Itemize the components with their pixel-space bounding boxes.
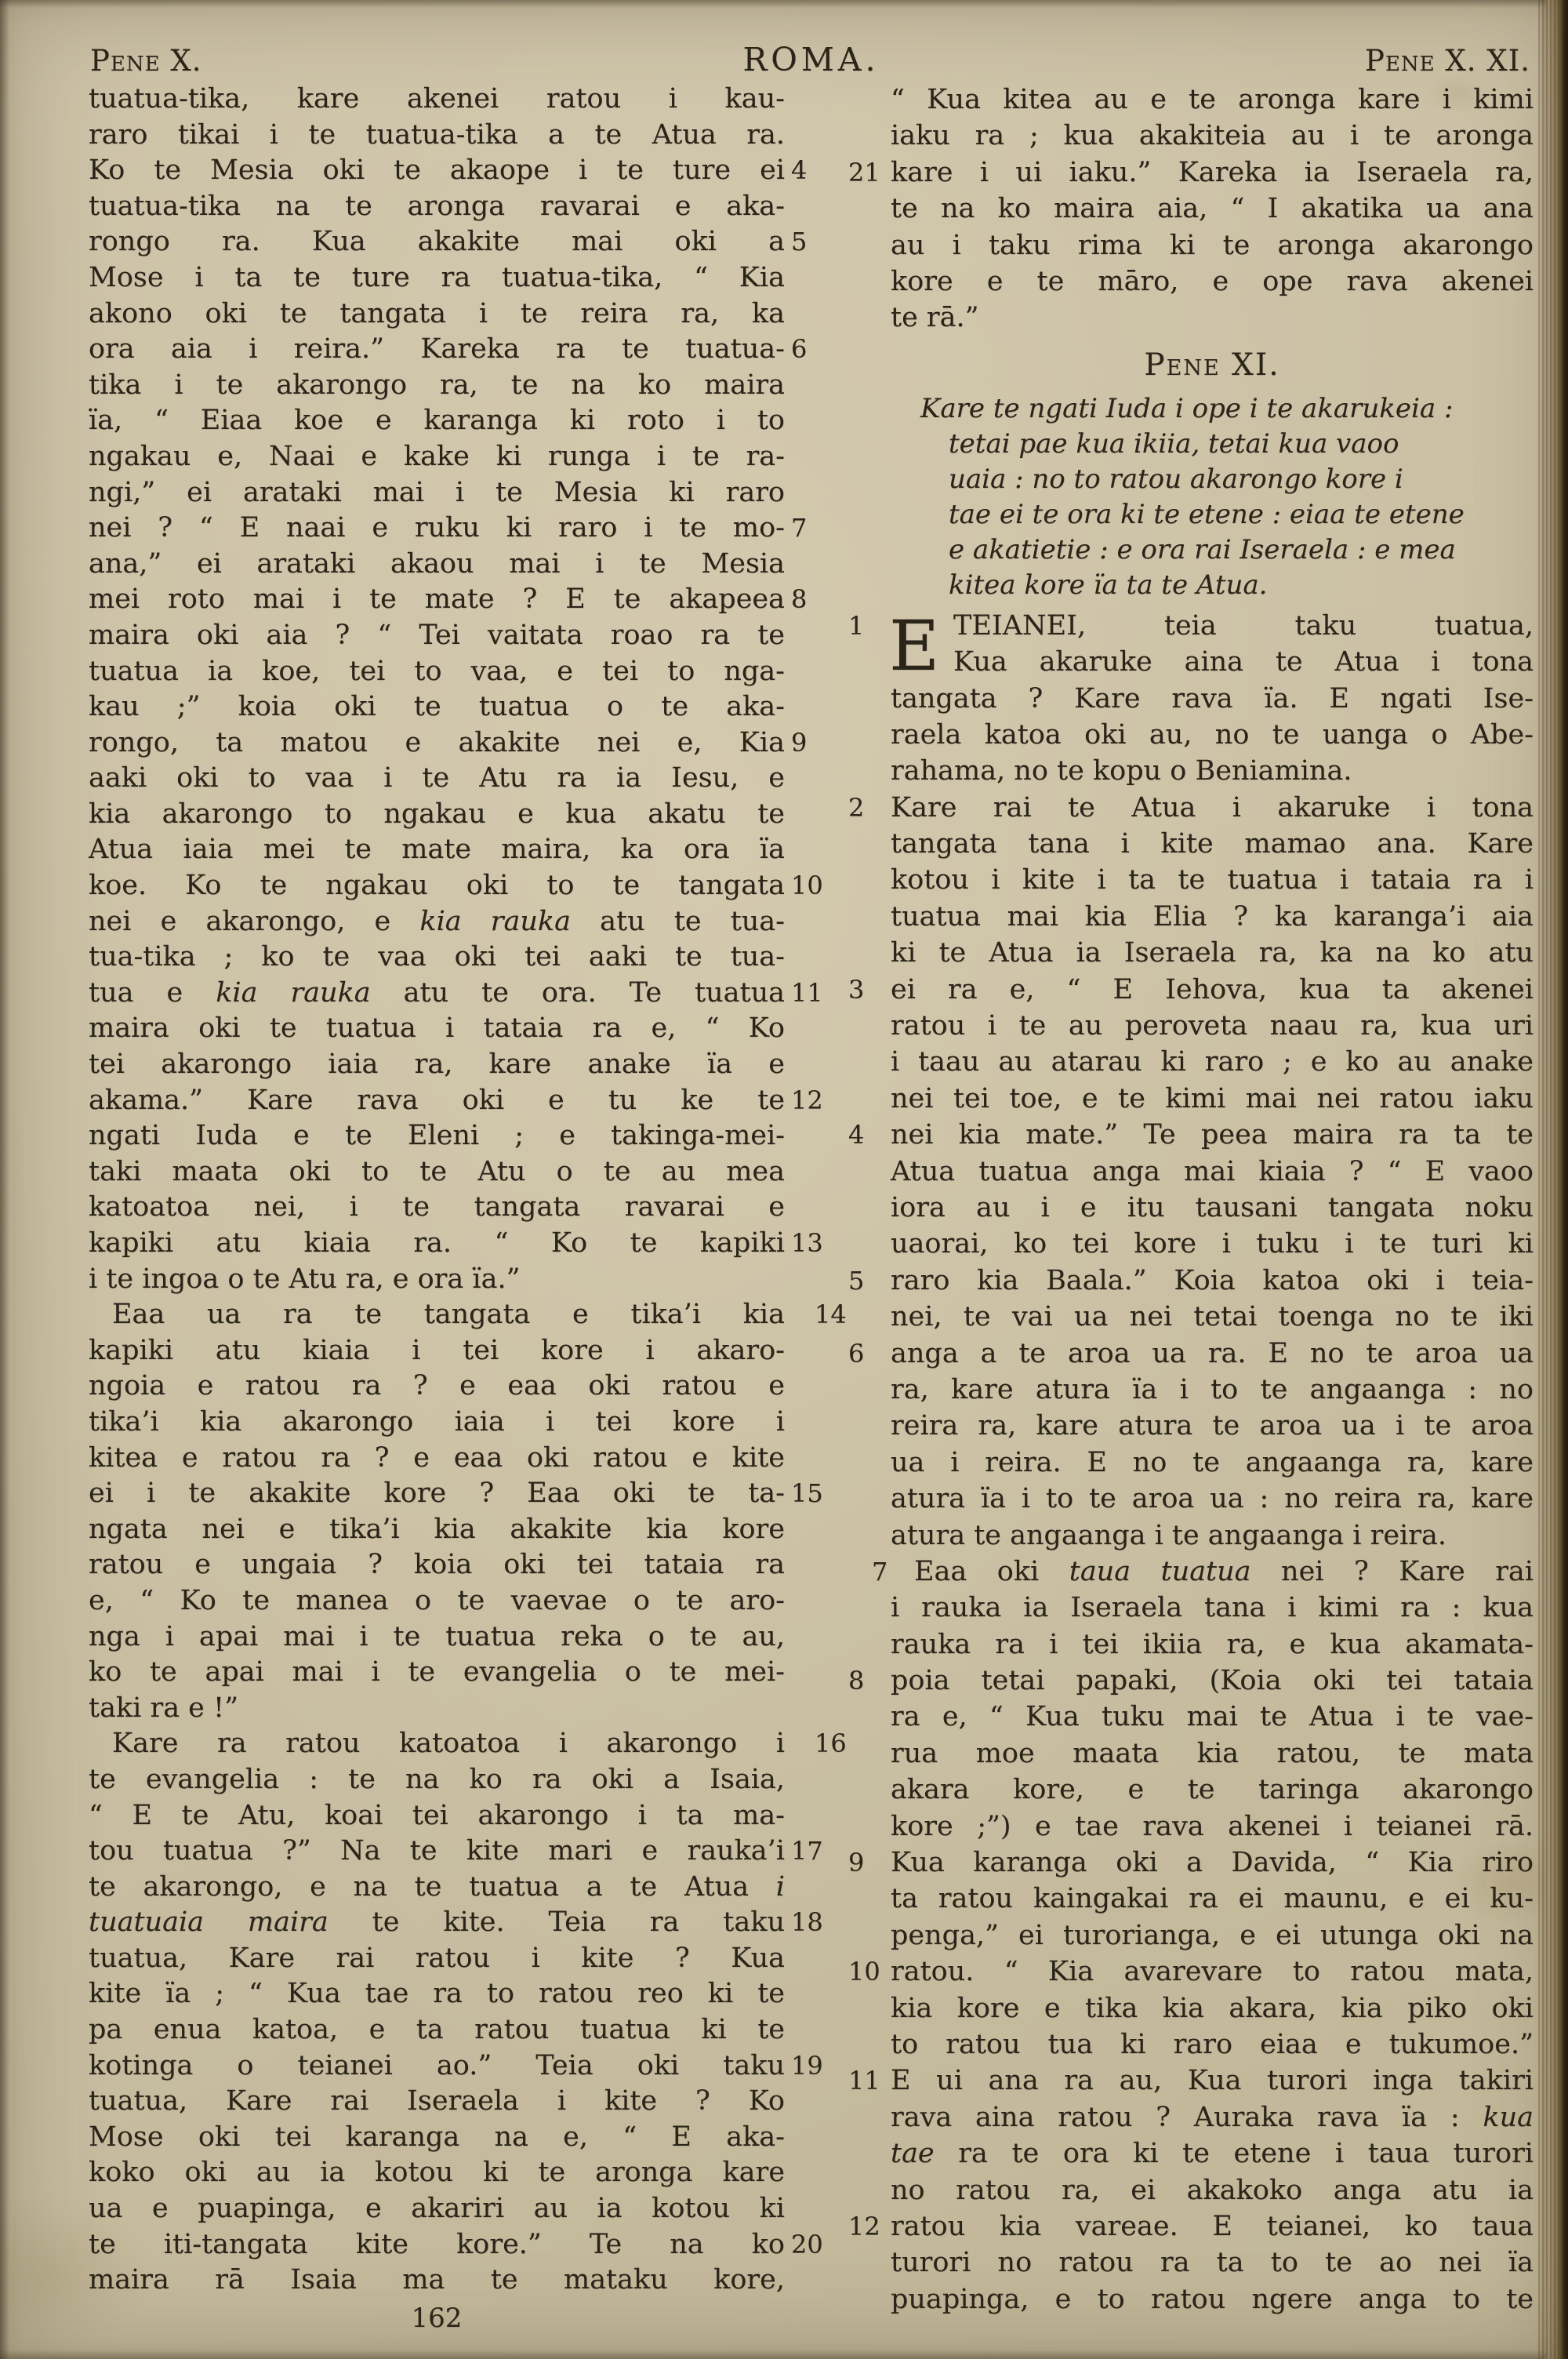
text-line (89, 1762, 785, 1798)
verse-number: 16 (815, 1728, 847, 1759)
text-line (891, 1590, 1534, 1626)
left-column (89, 82, 847, 2299)
text-line (89, 475, 785, 511)
line-text: ratou kia vareae. E teianei, ko taua (891, 2210, 1534, 2242)
verse-number: 20 (791, 2229, 823, 2259)
line-text: raro kia Baala.” Koia katoa oki i teia- (891, 1264, 1534, 1296)
text-line (891, 1627, 1534, 1663)
line-text: ta ratou kaingakai ra ei maunu, e ei ku- (891, 1883, 1534, 1915)
line-text: tuatua ia koe, tei to vaa, e tei to nga- (89, 655, 785, 687)
text-line (89, 832, 785, 868)
text-line (89, 725, 808, 761)
verse-number: 18 (791, 1907, 823, 1938)
text-line (89, 403, 785, 439)
line-text: ua i reira. E no te angaanga ra, kare (891, 1446, 1534, 1478)
line-text: Eaa ua ra te tangata e tika’i kia (112, 1299, 785, 1331)
line-text: maira oki aia ? “ Tei vaitata roao ra te (89, 619, 785, 651)
text-line (891, 300, 1534, 336)
text-line (89, 761, 785, 797)
text-line (89, 118, 785, 154)
text-line (89, 582, 808, 618)
verse-number: 17 (791, 1836, 823, 1866)
line-text: anga a te aroa ua ra. E no te aroa ua (891, 1337, 1534, 1369)
line-text: turori no ratou ra ta to te ao nei ïa (891, 2247, 1534, 2279)
verse-number: 3 (848, 974, 865, 1005)
line-text: ora aia i reira.” Kareka ra te tuatua- (89, 333, 785, 365)
verse-number: 9 (791, 727, 808, 758)
line-text: tangata tana i kite mamao ana. Kare (891, 828, 1534, 860)
text-line (848, 154, 1534, 191)
running-head-left: Pene X. (90, 44, 202, 78)
text-line (89, 1190, 785, 1226)
text-line (891, 1518, 1534, 1554)
line-text: te rā.” (891, 302, 979, 334)
text-line (89, 511, 808, 547)
text-line (891, 1190, 1534, 1226)
line-text: nei kia mate.” Te peea maira ra ta te (891, 1119, 1534, 1151)
text-line (89, 189, 785, 225)
line-text: kotinga o teianei ao.” Teia oki taku (89, 2049, 785, 2081)
line-text: rahama, no te kopu o Beniamina. (891, 755, 1352, 787)
line-text: Kare ra ratou katoatoa i akarongo i (112, 1728, 785, 1760)
line-text: Atua tuatua anga mai kiaia ? “ E vaoo (891, 1155, 1534, 1187)
verse-number: 2 (848, 792, 865, 823)
text-line (891, 717, 1534, 753)
line-text: ngata nei e tika’i kia akakite kia kore (89, 1513, 785, 1545)
text-line (89, 296, 785, 333)
line-text: kapiki atu kiaia i tei kore i akaro- (89, 1334, 785, 1366)
verse-number: 15 (791, 1478, 823, 1509)
line-text: aaki oki to vaa i te Atu ra ia Iesu, e (89, 762, 785, 794)
verse-number: 12 (848, 2211, 880, 2241)
text-line (89, 153, 808, 189)
line-text: koko oki au ia kotou ki te aronga kare (89, 2157, 785, 2189)
line-text: ratou. “ Kia avarevare to ratou mata, (891, 1956, 1534, 1988)
line-text: maira oki te tuatua i tataia ra e, “ Ko (89, 1012, 785, 1045)
line-text: tua-tika ; ko te vaa oki tei aaki te tua- (89, 941, 785, 973)
line-text: i te ingoa o te Atu ra, e ora ïa.” (89, 1263, 521, 1295)
text-line (891, 644, 1534, 680)
chapter-summary (891, 391, 1534, 603)
book-fore-edge (1538, 0, 1568, 2359)
text-line (891, 2099, 1534, 2135)
line-text: ei i te akakite kore ? Eaa oki te ta- (89, 1478, 785, 1510)
text-line (89, 1154, 785, 1190)
text-line (89, 1369, 785, 1405)
text-line (89, 1905, 823, 1941)
line-text: rauka ra i tei ikiia ra, e kua akamata- (891, 1628, 1534, 1660)
line-text: kia akarongo to ngakau e kua akatu te (89, 798, 785, 830)
text-line (89, 1941, 785, 1977)
line-text: tua e kia rauka atu te ora. Te tuatua (89, 976, 785, 1009)
text-line (891, 1917, 1534, 1954)
verse-number: 4 (848, 1120, 865, 1150)
line-text: rongo, ta matou e akakite nei e, Kia (89, 726, 785, 758)
page-edge-top (0, 0, 1568, 8)
page-edge-bottom (0, 2350, 1568, 2359)
text-line (89, 260, 785, 296)
line-text: Kua akaruke aina te Atua i tona (953, 646, 1534, 678)
text-line (891, 681, 1534, 717)
line-text: ra e, “ Kua tuku mai te Atua i te vae- (891, 1701, 1534, 1733)
line-text: tuatua-tika, kare akenei ratou i kau- (89, 83, 785, 114)
text-line (89, 2084, 785, 2120)
text-line (848, 2063, 1534, 2099)
text-line (891, 1808, 1534, 1845)
text-line (89, 1655, 785, 1691)
text-line (89, 2191, 785, 2227)
text-line (89, 1226, 823, 1262)
line-text: E ui ana ra au, Kua turori inga takiri (891, 2065, 1534, 2097)
line-text: rongo ra. Kua akakite mai oki a (89, 226, 785, 258)
verse-number: 19 (791, 2050, 823, 2081)
summary-line: tae ei te ora ki te etene : eiaa te etene (949, 498, 1465, 530)
line-text: ratou i te au peroveta naau ra, kua uri (891, 1010, 1534, 1042)
text-line (848, 1263, 1534, 1299)
line-text: kite ïa ; “ Kua tae ra to ratou reo ki te (89, 1978, 785, 2010)
text-line (89, 547, 785, 583)
text-line (89, 2263, 785, 2299)
line-text: reira ra, kare atura te aroa ua i te aroa (891, 1410, 1534, 1442)
line-text: rava aina ratou ? Auraka rava ïa : kua (891, 2101, 1534, 2133)
line-text: puapinga, e to ratou ngere anga to te (891, 2283, 1534, 2315)
text-line (89, 1691, 785, 1727)
line-text: koe. Ko te ngakau oki to te tangata (89, 870, 785, 902)
line-text: atura te angaanga i te angaanga i reira. (891, 1519, 1446, 1551)
line-text: Eaa oki taua tuatua nei ? Kare rai (914, 1555, 1534, 1587)
text-line (891, 1990, 1534, 2026)
text-line (891, 2172, 1534, 2208)
line-text: iora au i e itu tausani tangata noku (891, 1191, 1534, 1223)
text-line (89, 1798, 785, 1834)
line-text: poia tetai papaki, (Koia oki tei tataia (891, 1665, 1534, 1697)
line-text: kapiki atu kiaia ra. “ Ko te kapiki (89, 1227, 785, 1259)
verse-number: 7 (872, 1556, 888, 1587)
line-text: pa enua katoa, e ta ratou tuatua ki te (89, 2014, 785, 2046)
text-line (891, 2245, 1534, 2281)
line-text: to ratou tua ki raro eiaa e tukumoe.” (891, 2028, 1534, 2060)
line-text: Mose i ta te ture ra tuatua-tika, “ Kia (89, 261, 785, 293)
verse-number: 13 (791, 1228, 823, 1258)
verse-number: 9 (848, 1848, 865, 1878)
text-line (89, 940, 785, 976)
text-line (848, 1845, 1534, 1881)
text-line (89, 1726, 847, 1762)
text-line (89, 1405, 785, 1441)
line-text: kau ;” koia oki te tuatua o te aka- (89, 691, 785, 723)
verse-number: 7 (791, 513, 808, 543)
text-line (872, 1554, 1534, 1590)
verse-number: 11 (791, 977, 823, 1008)
line-text: taki ra e !” (89, 1692, 238, 1724)
verse-number: 8 (791, 584, 808, 615)
text-line (891, 1881, 1534, 1917)
line-text: ïa, “ Eiaa koe e karanga ki roto i to (89, 405, 785, 437)
line-text: tae ra te ora ki te etene i taua turori (891, 2138, 1534, 2170)
line-text: i rauka ia Iseraela tana i kimi ra : kua (891, 1592, 1534, 1624)
text-line (891, 753, 1534, 789)
line-text: tika i te akarongo ra, te na ko maira (89, 369, 785, 401)
text-line (89, 2048, 823, 2085)
line-text: te evangelia : te na ko ra oki a Isaia, (89, 1763, 785, 1795)
line-text: ngoia e ratou ra ? e eaa oki ratou e (89, 1370, 785, 1402)
line-text: taki maata oki to te Atu o te au mea (89, 1155, 785, 1187)
text-line (89, 2012, 785, 2048)
text-line (89, 1976, 785, 2012)
text-line (891, 118, 1534, 154)
text-line (891, 1081, 1534, 1117)
text-line (89, 1619, 785, 1656)
text-line (89, 1834, 823, 1870)
line-text: ei ra e, “ E Iehova, kua ta akenei (891, 973, 1534, 1005)
line-text: uaorai, ko tei kore i tuku i te turi ki (891, 1228, 1534, 1260)
verse-number: 21 (848, 157, 880, 187)
line-text: ngati Iuda e te Eleni ; e takinga-mei- (89, 1120, 785, 1152)
text-line (89, 2227, 823, 2263)
line-text: tangata ? Kare rava ïa. E ngati Ise- (891, 682, 1534, 714)
text-line (89, 1118, 785, 1154)
line-text: te na ko maira aia, “ I akatika ua ana (891, 193, 1534, 225)
line-text: ngakau e, Naai e kake ki runga i te ra- (89, 440, 785, 472)
line-text: nei, te vai ua nei tetai toenga no te iki (891, 1301, 1534, 1333)
verse-number: 12 (791, 1085, 823, 1115)
text-line (891, 82, 1534, 118)
line-text: tei akarongo iaia ra, kare anake ïa e (89, 1049, 785, 1081)
text-line (891, 862, 1534, 898)
line-text: kitea e ratou ra ? e eaa oki ratou e kite (89, 1441, 785, 1474)
text-line (89, 689, 785, 725)
line-text: nei ? “ E naai e ruku ki raro i te mo- (89, 512, 785, 544)
line-text: tuatua, Kare rai ratou i kite ? Kua (89, 1942, 785, 1974)
line-text: akama.” Kare rava oki e tu ke te (89, 1084, 785, 1116)
line-text: rua moe maata kia ratou, te mata (891, 1737, 1534, 1769)
line-text: iaku ra ; kua akakiteia au i te aronga (891, 120, 1534, 152)
text-line (89, 224, 808, 260)
line-text: mei roto mai i te mate ? E te akapeea (89, 583, 785, 616)
line-text: ratou e ungaia ? koia oki tei tataia ra (89, 1549, 785, 1581)
line-text: kore e te māro, e ope rava akenei (891, 265, 1534, 297)
text-line (891, 1445, 1534, 1481)
line-text: “ Kua kitea au e te aronga kare i kimi (891, 84, 1534, 115)
text-line (891, 1008, 1534, 1044)
text-line (891, 1699, 1534, 1735)
summary-line: tetai pae kua ikiia, tetai kua vaoo (949, 427, 1399, 460)
text-line (89, 1583, 785, 1619)
verse-number: 5 (848, 1265, 865, 1296)
text-line (89, 2120, 785, 2156)
line-text: ko te apai mai i te evangelia o te mei- (89, 1656, 785, 1688)
line-text: te akarongo, e na te tuatua a te Atua i (89, 1870, 785, 1903)
text-line (891, 191, 1534, 227)
line-text: i taau au atarau ki raro ; e ko au anake (891, 1046, 1534, 1078)
line-text: “ E te Atu, koai tei akarongo i ta ma- (89, 1799, 785, 1831)
line-text: Atua iaia mei te mate maira, ka ora ïa (89, 834, 785, 866)
verse-number: 14 (815, 1299, 847, 1330)
text-line (89, 332, 808, 368)
line-text: ki te Atua ia Iseraela ra, ka na ko atu (891, 937, 1534, 969)
line-text: kotou i kite i ta te tuatua i tataia ra i (891, 864, 1534, 896)
text-line (89, 1547, 785, 1583)
verse-number: 10 (848, 1957, 880, 1987)
line-text: ngi,” ei arataki mai i te Mesia ki raro (89, 476, 785, 508)
text-line (89, 1011, 785, 1047)
verse-number: 10 (791, 871, 823, 901)
text-line (891, 2281, 1534, 2317)
right-column (848, 82, 1534, 2317)
text-line (848, 1954, 1534, 1990)
line-text: kia kore e tika kia akara, kia piko oki (891, 1992, 1534, 2024)
line-text: te iti-tangata kite kore.” Te na ko (89, 2228, 785, 2260)
text-line (891, 1154, 1534, 1190)
text-line (848, 1663, 1534, 1699)
line-text: nei e akarongo, e kia rauka atu te tua- (89, 905, 785, 937)
line-text: tuatua mai kia Elia ? ka karanga’i aia (891, 900, 1534, 932)
drop-cap: E (889, 605, 940, 686)
text-line (848, 1336, 1534, 1372)
line-text: nga i apai mai i te tuatua reka o te au, (89, 1620, 785, 1652)
line-text: raro tikai i te tuatua-tika a te Atua ra. (89, 118, 785, 151)
text-line (891, 1408, 1534, 1444)
verse-number: 6 (791, 334, 808, 365)
text-line (891, 1481, 1534, 1517)
verse-number: 1 (848, 610, 865, 641)
verse-number: 8 (848, 1666, 865, 1696)
line-text: nei tei toe, e te kimi mai nei ratou iaku (891, 1082, 1534, 1114)
line-text: akara kore, e te taringa akarongo (891, 1774, 1534, 1806)
line-text: tou tuatua ?” Na te kite mari e rauka’i (89, 1835, 785, 1867)
line-text: TEIANEI, teia taku tuatua, (953, 609, 1534, 642)
text-line (89, 654, 785, 690)
text-line (89, 2155, 785, 2191)
text-line (89, 439, 785, 475)
verse-number: 5 (791, 227, 808, 257)
verse-number: 4 (791, 155, 808, 186)
line-text: ana,” ei arataki akaou mai i te Mesia (89, 547, 785, 580)
text-line (89, 1512, 785, 1548)
text-line (891, 2135, 1534, 2172)
text-line (89, 618, 785, 654)
running-header (89, 41, 1534, 83)
text-line (891, 227, 1534, 264)
running-head-title: ROMA. (742, 41, 880, 78)
running-head-right: Pene X. XI. (1365, 44, 1530, 78)
text-line (89, 1870, 785, 1906)
text-line (89, 904, 785, 940)
line-text: akono oki te tangata i te reira ra, ka (89, 297, 785, 329)
line-text: tuatuaia maira te kite. Teia ra taku (89, 1906, 785, 1939)
chapter-heading: Pene XI. (1144, 347, 1280, 383)
line-text: Kua karanga oki a Davida, “ Kia riro (891, 1847, 1534, 1879)
text-line (891, 899, 1534, 935)
text-line (891, 1044, 1534, 1080)
line-text: tika’i kia akarongo iaia i tei kore i (89, 1405, 785, 1438)
line-text: no ratou ra, ei akakoko anga atu ia (891, 2174, 1534, 2206)
line-text: ra, kare atura ïa i to te angaanga : no (891, 1373, 1534, 1405)
line-text: raela katoa oki au, no te uanga o Abe- (891, 718, 1534, 751)
text-line (848, 790, 1534, 826)
text-line (891, 1772, 1534, 1808)
text-line (848, 1117, 1534, 1153)
line-text: tuatua-tika na te aronga ravarai e aka- (89, 190, 785, 222)
text-line (89, 1333, 785, 1369)
text-line (89, 797, 785, 833)
text-line (89, 368, 785, 404)
line-text: e, “ Ko te manea o te vaevae o te aro- (89, 1584, 785, 1616)
text-line (891, 1226, 1534, 1262)
text-line (89, 1083, 823, 1119)
text-line (891, 1372, 1534, 1408)
verse-number: 6 (848, 1338, 865, 1369)
text-line (891, 826, 1534, 862)
line-text: Ko te Mesia oki te akaope i te ture ei (89, 154, 785, 187)
text-line (891, 1299, 1534, 1335)
summary-line: e akatietie : e ora rai Iseraela : e mea (949, 533, 1456, 565)
line-text: kare i ui iaku.” Kareka ia Iseraela ra, (891, 156, 1534, 188)
page-number: 162 (411, 2303, 463, 2334)
verse-number: 11 (848, 2066, 880, 2096)
text-line (891, 935, 1534, 971)
text-line (89, 868, 823, 904)
line-text: atura ïa i to te aroa ua : no reira ra, kare (891, 1483, 1534, 1515)
summary-line: uaia : no to ratou akarongo kore i (949, 463, 1403, 495)
text-line (848, 2208, 1534, 2245)
line-text: katoatoa nei, i te tangata ravarai e (89, 1191, 785, 1223)
page-footer (89, 2303, 785, 2334)
text-line (89, 1262, 785, 1298)
text-line (848, 972, 1534, 1008)
line-text: maira rā Isaia ma te mataku kore, (89, 2264, 785, 2296)
text-line (89, 1297, 847, 1333)
text-line (891, 1736, 1534, 1772)
line-text: ua e puapinga, e akariri au ia kotou ki (89, 2193, 785, 2225)
text-line (89, 976, 823, 1012)
text-line (89, 1441, 785, 1477)
text-line (891, 2026, 1534, 2063)
summary-line: kitea kore ïa ta te Atua. (949, 569, 1268, 601)
line-text: Mose oki tei karanga na e, “ E aka- (89, 2121, 785, 2153)
text-line (891, 264, 1534, 300)
line-text: Kare rai te Atua i akaruke i tona (891, 791, 1534, 823)
text-line (89, 1476, 823, 1512)
text-line (89, 1047, 785, 1083)
line-text: au i taku rima ki te aronga akarongo (891, 229, 1534, 261)
text-line (89, 82, 785, 118)
line-text: kore ;”) e tae rava akenei i teianei rā. (891, 1810, 1534, 1842)
line-text: tuatua, Kare rai Iseraela i kite ? Ko (89, 2085, 785, 2117)
line-text: penga,” ei turorianga, e ei utunga oki na (891, 1919, 1534, 1951)
summary-line: Kare te ngati Iuda i ope i te akarukeia : (920, 392, 1454, 424)
page-edge-left (0, 0, 9, 2359)
